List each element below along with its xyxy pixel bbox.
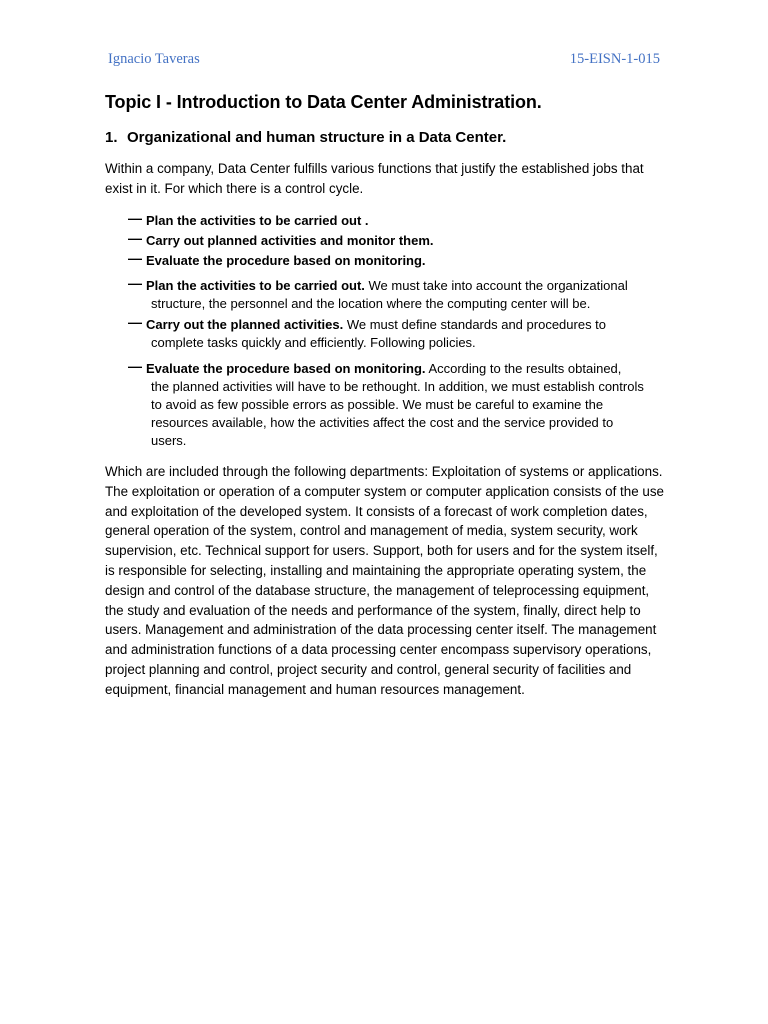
closing-paragraph: Which are included through the following departments: Exploitation of systems or applications. The exploitation or operation of a computer system or computer application consists of the use and exploitation of the developed system. It consists of a forecast of work completion dates, general operation of the system, control and management of media, system security, work supervision, etc. Technical support for users. Support, both for users and for the system itself, is responsible for selecting, installing and maintaining the appropriate operating system, the design and control of the database structure, the management of teleprocessing equipment, the study and evaluation of the needs and performance of the system, finally, direct help to users. Management and administration of the data processing center itself. The management and administration functions of a data processing center encompass supervisory operations, project planning and control, project security and control, general security of facilities and equipment, financial management and human resources management. [105,464,664,697]
detail-item-body: complete tasks quickly and efficiently. Following policies. [151,335,476,350]
detail-item-plan [128,277,668,313]
detail-item-heading: Carry out the planned activities. [146,317,344,332]
detail-item-first-line: According to the results obtained, [425,361,622,376]
list-item [128,252,668,270]
document-title: Topic I - Introduction to Data Center Administration. [105,92,542,112]
detail-item-first-line: We must take into account the organizational [364,278,628,293]
detail-item-heading: Plan the activities to be carried out. [146,278,365,293]
list-item-text: Plan the activities to be carried out . [146,213,369,228]
list-item [128,232,668,250]
list-item-text: Carry out planned activities and monitor them. [146,233,434,248]
detail-item-carry-out [128,316,668,352]
dash-bullet-icon: — [128,210,142,226]
detail-item-first-line: We must define standards and procedures to [343,317,607,332]
section-number: 1. [105,129,118,146]
header-id: 15-EISN-1-015 [569,51,660,67]
dash-bullet-icon: — [128,250,142,266]
header-author: Ignacio Taveras [108,51,200,67]
list-item [128,212,668,230]
intro-paragraph: Within a company, Data Center fulfills various functions that justify the established jobs that exist in it. For which there is a control cycle. [105,161,644,196]
dash-bullet-icon: — [128,358,142,374]
dash-bullet-icon: — [128,314,142,330]
detail-item-heading: Evaluate the procedure based on monitoring. [146,361,426,376]
list-item-text: Evaluate the procedure based on monitoring. [146,253,426,268]
dash-bullet-icon: — [128,230,142,246]
detail-item-evaluate [128,360,668,450]
section-heading [105,129,506,146]
detail-item-body: the planned activities will have to be rethought. In addition, we must establish controls to avoid as few possible errors as possible. We must be careful to examine the resources available, how the activities affect the cost and the service provided to users. [151,379,644,448]
dash-bullet-icon: — [128,275,142,291]
section-heading-text: Organizational and human structure in a Data Center. [127,129,507,146]
detail-item-body: structure, the personnel and the location where the computing center will be. [151,296,591,311]
